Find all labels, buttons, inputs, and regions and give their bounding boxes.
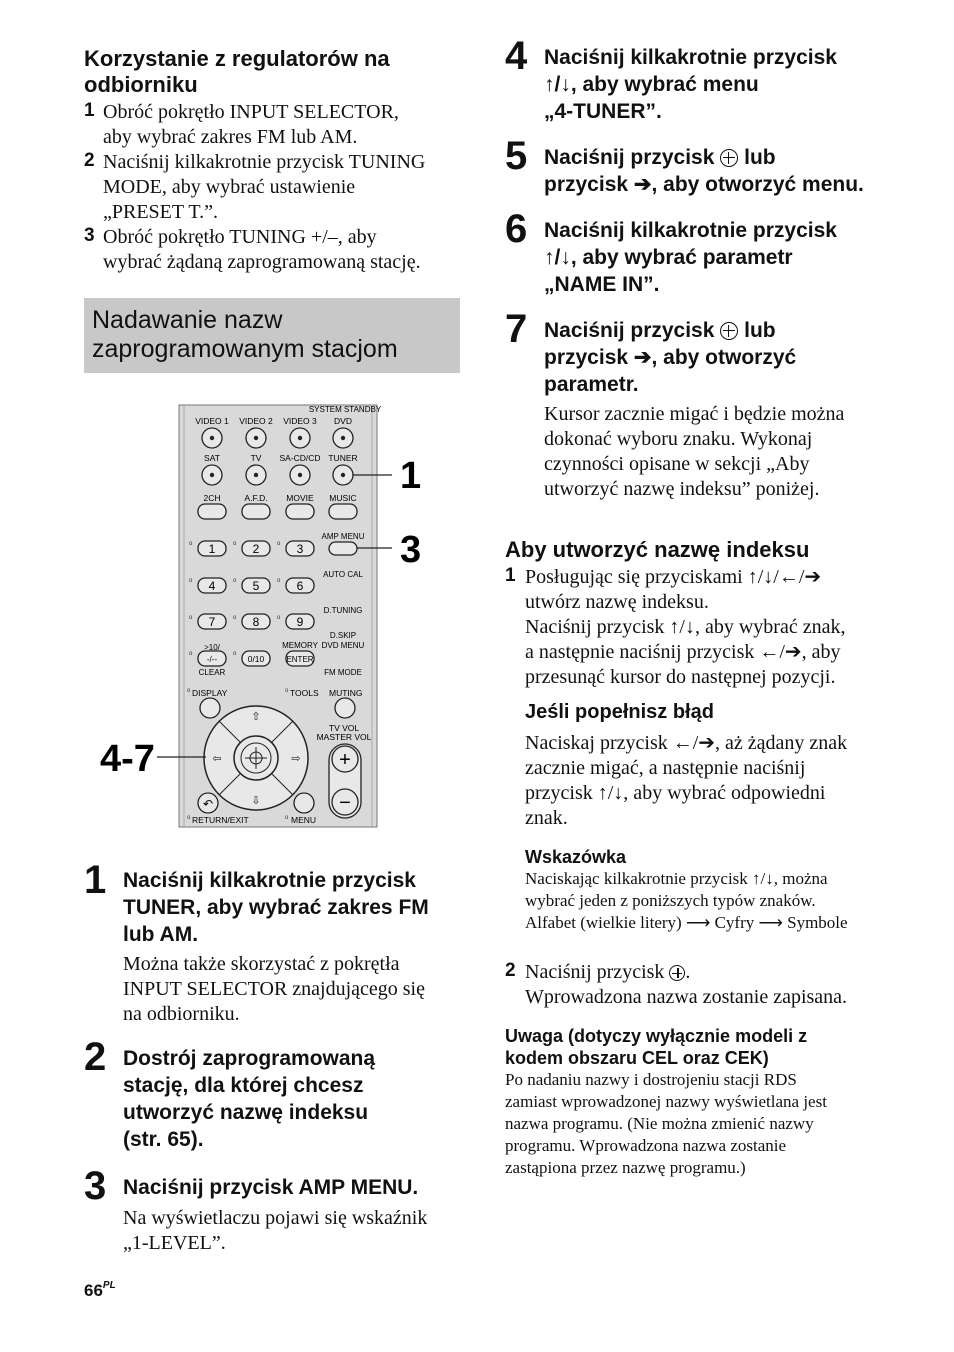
svg-text:o: o (277, 578, 281, 584)
receiver-steps-list (84, 100, 464, 275)
music-button[interactable] (329, 504, 357, 519)
label-tv-vol: TV VOL (328, 723, 360, 733)
svg-text:o: o (233, 651, 237, 657)
movie-button[interactable] (286, 504, 314, 519)
muting-button[interactable] (335, 698, 355, 718)
svg-text:o: o (189, 541, 193, 547)
label-menu: MENU (291, 815, 317, 825)
label-sat: SAT (204, 453, 220, 463)
label-dvd: DVD (334, 416, 352, 426)
digit-6-label: 6 (296, 579, 304, 593)
digit-1-label: 1 (208, 542, 216, 556)
label-clear: CLEAR (198, 668, 226, 677)
left-arrow-icon[interactable]: ⇦ (212, 753, 222, 765)
return-icon: ↶ (202, 797, 214, 811)
label-d-skip: D.SKIP (329, 631, 357, 640)
label-tools: TOOLS (290, 688, 319, 698)
digit-9-label: 9 (296, 615, 304, 629)
label-afd: A.F.D. (244, 493, 268, 503)
enter-button-icon (720, 322, 738, 340)
label-2ch: 2CH (203, 493, 221, 503)
volume-plus-icon: + (339, 749, 351, 771)
label-ten: >10/ (204, 643, 220, 652)
digit-8-label: 8 (252, 615, 260, 629)
digit-3-label: 3 (296, 542, 304, 556)
svg-text:o: o (277, 541, 281, 547)
svg-text:o: o (285, 815, 289, 821)
note-block: Uwaga (dotyczy wyłącznie modeli z kodem obszaru CEL oraz CEK) Po nadaniu nazwy i dostrojeniu stacji RDS zamiast wprowadzonej nazwy wyświetlana jest nazwa programu. (Nie można zmienić nazwy programu. Wprowadzona nazwa zostanie zastąpiona przez nazwę programu.) (505, 1026, 827, 1177)
svg-text:o: o (277, 615, 281, 621)
enter-button-icon (669, 965, 685, 981)
left-step-3: 3 Naciśnij przycisk AMP MENU. Na wyświetlaczu pojawi się wskaźnik „1-LEVEL”. (84, 1164, 428, 1254)
amp-menu-button[interactable] (329, 542, 357, 555)
afd-button[interactable] (242, 504, 270, 519)
right-step-7: 7 Naciśnij przycisk lub przycisk ➔, aby otworzyć parametr. Kursor zacznie migać i będzie można dokonać wyboru znaku. Wykonaj czynności opisane w sekcji „Aby utworzyć nazwę indeksu” poniżej. (505, 307, 845, 500)
display-button[interactable] (200, 698, 220, 718)
svg-text:o: o (285, 688, 289, 694)
subsection-step-1: 1 Posługując się przyciskami ↑/↓/←/➔ utwórz nazwę indeksu. Naciśnij przycisk ↑/↓, aby wybrać znak, a następnie naciśnij przycisk ←/➔, aby przesunąć kursor do następnej pozycji. (505, 565, 846, 688)
callout-3: 3 (400, 529, 422, 571)
right-step-4: 4 Naciśnij kilkakrotnie przycisk ↑/↓, aby wybrać menu „4-TUNER”. (505, 34, 837, 123)
list-item: 3 Obróć pokrętło TUNING +/–, aby wybrać żądaną zaprogramowaną stację. (84, 225, 421, 273)
label-amp-menu: AMP MENU (321, 532, 365, 541)
label-fm-mode: FM MODE (324, 668, 362, 677)
subsection-title: Aby utworzyć nazwę indeksu (505, 537, 810, 562)
label-muting: MUTING (329, 688, 363, 698)
right-step-5: 5 Naciśnij przycisk lub przycisk ➔, aby otworzyć menu. (505, 134, 864, 196)
digit-5-label: 5 (252, 579, 260, 593)
remote-svg (100, 400, 430, 830)
label-video3: VIDEO 3 (283, 416, 317, 426)
subsection-step-2: 2 Naciśnij przycisk . Wprowadzona nazwa zostanie zapisana. (505, 960, 848, 1008)
list-item: 2 Naciśnij kilkakrotnie przycisk TUNING MODE, aby wybrać ustawienie „PRESET T.”. (84, 150, 426, 223)
error-block: Jeśli popełnisz błąd Naciskaj przycisk ←/➔, aż żądany znak zacznie migać, a następnie naciśnij przycisk ↑/↓, aby wybrać odpowiedni znak. (525, 701, 848, 829)
section-title-receiver-controls: Korzystanie z regulatorów na odbiorniku (84, 46, 390, 97)
label-video2: VIDEO 2 (239, 416, 273, 426)
label-sacd: SA-CD/CD (279, 453, 321, 463)
svg-text:o: o (187, 688, 191, 694)
svg-text:o: o (233, 578, 237, 584)
svg-text:o: o (189, 615, 193, 621)
volume-minus-icon: − (339, 792, 351, 814)
left-step-2: 2 Dostrój zaprogramowaną stację, dla której chcesz utworzyć nazwę indeksu (str. 65). (84, 1035, 376, 1151)
svg-text:o: o (233, 541, 237, 547)
label-master-vol: MASTER VOL (316, 732, 372, 742)
label-auto-cal: AUTO CAL (323, 570, 363, 579)
up-arrow-icon[interactable]: ⇧ (251, 711, 261, 723)
label-system-standby: SYSTEM STANDBY (308, 405, 382, 414)
section-heading-bar: Nadawanie nazw zaprogramowanym stacjom (84, 298, 460, 373)
digit-7-label: 7 (208, 615, 216, 629)
label-tv: TV (250, 453, 262, 463)
digit-2-label: 2 (252, 542, 260, 556)
right-arrow-icon[interactable]: ⇨ (291, 753, 301, 765)
tip-block: Wskazówka Naciskając kilkakrotnie przycisk ↑/↓, można wybrać jeden z poniższych typów znaków. Alfabet (wielkie litery) ⟶ Cyfry ⟶ Symbole (525, 847, 848, 932)
label-zero-ten: 0/10 (247, 654, 265, 664)
menu-button[interactable] (294, 793, 314, 813)
enter-button-icon (720, 149, 738, 167)
svg-text:o: o (233, 615, 237, 621)
list-item: 1 Obróć pokrętło INPUT SELECTOR, aby wybrać zakres FM lub AM. (84, 100, 399, 148)
down-arrow-icon[interactable]: ⇩ (251, 795, 261, 807)
label-display: DISPLAY (192, 688, 228, 698)
digit-4-label: 4 (208, 579, 216, 593)
label-memory: MEMORY (282, 641, 318, 650)
label-enter: ENTER (286, 655, 314, 664)
remote-illustration (100, 400, 430, 830)
callout-4-7: 4-7 (100, 738, 155, 780)
label-d-tuning: D.TUNING (323, 606, 363, 615)
label-video1: VIDEO 1 (195, 416, 229, 426)
svg-text:o: o (189, 651, 193, 657)
label-movie: MOVIE (286, 493, 314, 503)
label-dash: -/-- (206, 655, 218, 664)
label-return-exit: RETURN/EXIT (192, 815, 249, 825)
svg-text:o: o (189, 578, 193, 584)
left-step-1: 1 Naciśnij kilkakrotnie przycisk TUNER, aby wybrać zakres FM lub AM. Można także skorzystać z pokrętła INPUT SELECTOR znajdującego się na odbiorniku. (84, 858, 429, 1025)
right-step-6: 6 Naciśnij kilkakrotnie przycisk ↑/↓, aby wybrać parametr „NAME IN”. (505, 207, 837, 296)
2ch-button[interactable] (198, 504, 226, 519)
label-tuner: TUNER (328, 453, 358, 463)
callout-1: 1 (400, 455, 422, 497)
label-music: MUSIC (329, 493, 357, 503)
page-number: $66^{PL}$ (84, 1280, 116, 1300)
svg-text:o: o (187, 815, 191, 821)
label-dvd-menu: DVD MENU (321, 641, 365, 650)
